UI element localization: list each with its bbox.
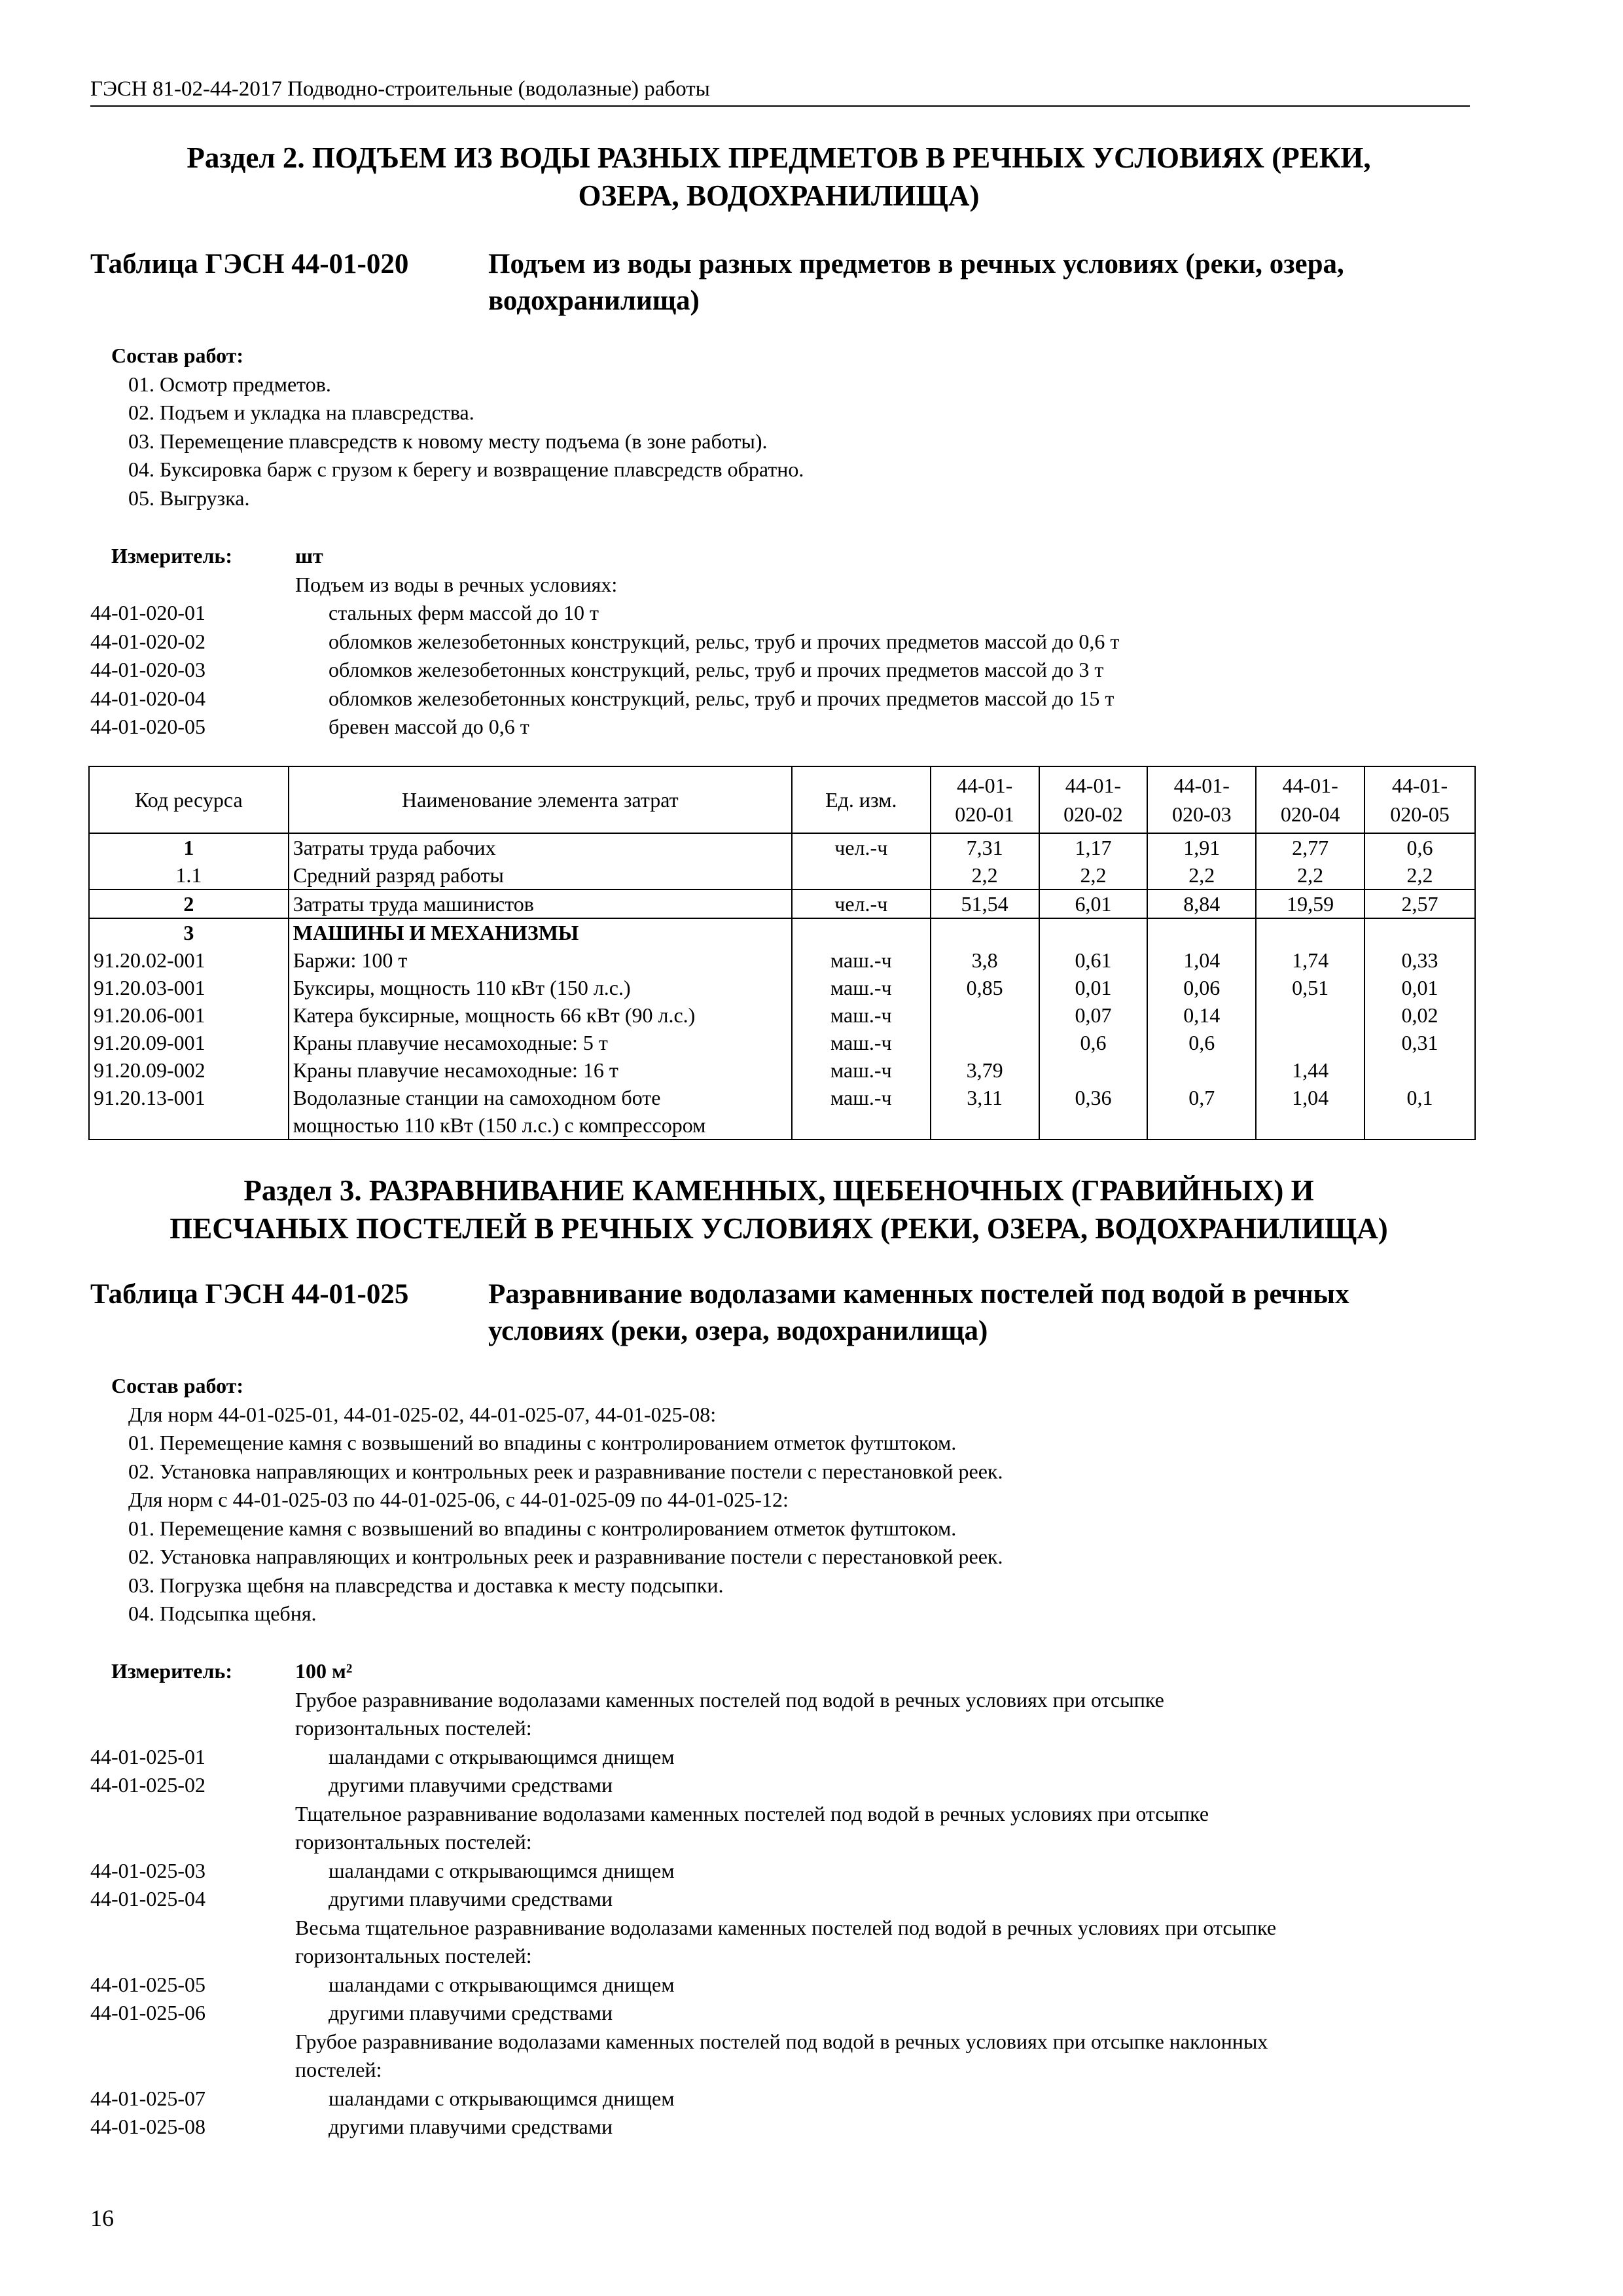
cell-code: 2 bbox=[89, 889, 289, 918]
cell-unit: маш.-ч bbox=[792, 1029, 931, 1056]
norm-line bbox=[90, 2113, 1504, 2142]
cell-value: 2,2 bbox=[1364, 861, 1475, 889]
col-header-code: Код ресурса bbox=[89, 766, 289, 833]
norm-code: 44-01-020-04 bbox=[90, 686, 205, 710]
cell-name: Краны плавучие несамоходные: 5 т bbox=[289, 1029, 792, 1056]
norm-code: 44-01-020-03 bbox=[90, 658, 205, 681]
cell-value: 0,07 bbox=[1039, 1001, 1148, 1029]
table-row bbox=[89, 1029, 1475, 1056]
norm-text: другими плавучими средствами bbox=[329, 2001, 613, 2024]
works-025-item: 04. Подсыпка щебня. bbox=[128, 1602, 317, 1625]
cell-value: 0,36 bbox=[1039, 1084, 1148, 1139]
cell-value: 2,2 bbox=[931, 861, 1039, 889]
cell-value: 0,6 bbox=[1364, 833, 1475, 861]
norm-code: 44-01-025-04 bbox=[90, 1887, 205, 1910]
norm-text: шаландами с открывающимся днищем bbox=[329, 1744, 675, 1768]
works-020-item: 02. Подъем и укладка на плавсредства. bbox=[128, 401, 474, 424]
table-header-row bbox=[89, 766, 1475, 833]
cell-value: 0,02 bbox=[1364, 1001, 1475, 1029]
table-020-title bbox=[90, 246, 1478, 319]
col-header-norm bbox=[1147, 766, 1256, 833]
norm-code: 44-01-025-05 bbox=[90, 1972, 205, 1996]
works-025-item: 01. Перемещение камня с возвышений во впадины с контролированием отметок футштоком. bbox=[128, 1431, 957, 1454]
works-025-item: 01. Перемещение камня с возвышений во впадины с контролированием отметок футштоком. bbox=[128, 1516, 957, 1540]
works-020-label: Состав работ: bbox=[111, 344, 244, 367]
cell-code: 91.20.09-001 bbox=[89, 1029, 289, 1056]
col-header-line: 44-01- bbox=[956, 774, 1013, 797]
measure-020 bbox=[90, 542, 1504, 742]
measure-020-unit: шт bbox=[295, 544, 323, 567]
norm-line bbox=[90, 1885, 1504, 1914]
cell-value: 8,84 bbox=[1147, 889, 1256, 918]
norm-code: 44-01-020-01 bbox=[90, 601, 205, 624]
table-row bbox=[89, 1084, 1475, 1139]
cell-value bbox=[931, 1029, 1039, 1056]
works-025-item: 02. Установка направляющих и контрольных реек и разравнивание постели с перестановкой реек. bbox=[128, 1545, 1003, 1568]
norm-code: 44-01-025-08 bbox=[90, 2115, 205, 2138]
cell-value: 0,1 bbox=[1364, 1084, 1475, 1139]
section-3-title-line2: ПЕСЧАНЫХ ПОСТЕЛЕЙ В РЕЧНЫХ УСЛОВИЯХ (РЕКИ, ОЗЕРА, ВОДОХРАНИЛИЩА) bbox=[169, 1212, 1388, 1245]
running-header: ГЭСН 81-02-44-2017 Подводно-строительные (водолазные) работы bbox=[90, 77, 1470, 107]
cell-value: 19,59 bbox=[1256, 889, 1364, 918]
cell-name: Краны плавучие несамоходные: 16 т bbox=[289, 1056, 792, 1084]
cell-value: 1,91 bbox=[1147, 833, 1256, 861]
cell-code: 3 bbox=[89, 918, 289, 946]
cell-value: 0,51 bbox=[1256, 974, 1364, 1001]
norm-code: 44-01-025-02 bbox=[90, 1773, 205, 1797]
cell-value: 1,17 bbox=[1039, 833, 1148, 861]
col-header-line: 44-01- bbox=[1282, 774, 1338, 797]
norm-text: горизонтальных постелей: bbox=[295, 1830, 532, 1854]
norm-code: 44-01-020-02 bbox=[90, 629, 205, 653]
norm-code: 44-01-025-07 bbox=[90, 2086, 205, 2110]
norm-line bbox=[90, 1800, 1504, 1829]
cell-value bbox=[1364, 1056, 1475, 1084]
norm-text: шаландами с открывающимся днищем bbox=[329, 1972, 675, 1996]
cell-value: 1,44 bbox=[1256, 1056, 1364, 1084]
norm-text: шаландами с открывающимся днищем bbox=[329, 2086, 675, 2110]
norm-line bbox=[90, 2028, 1504, 2056]
cell-value: 0,7 bbox=[1147, 1084, 1256, 1139]
table-row bbox=[89, 946, 1475, 974]
cell-value: 0,01 bbox=[1364, 974, 1475, 1001]
norm-text: постелей: bbox=[295, 2058, 382, 2081]
cell-name: Катера буксирные, мощность 66 кВт (90 л.с.) bbox=[289, 1001, 792, 1029]
table-row bbox=[89, 1056, 1475, 1084]
resource-table bbox=[88, 766, 1476, 1140]
cell-code: 1.1 bbox=[89, 861, 289, 889]
measure-020-label: Измеритель: bbox=[111, 544, 232, 567]
norm-row bbox=[90, 656, 1504, 685]
cell-value: 3,8 bbox=[931, 946, 1039, 974]
section-2-title-line2: ОЗЕРА, ВОДОХРАНИЛИЩА) bbox=[578, 179, 980, 212]
cell-unit: чел.-ч bbox=[792, 833, 931, 861]
cell-value: 0,33 bbox=[1364, 946, 1475, 974]
cell-value: 2,57 bbox=[1364, 889, 1475, 918]
col-header-line: 020-03 bbox=[1171, 802, 1232, 826]
table-row bbox=[89, 974, 1475, 1001]
cell-code: 91.20.03-001 bbox=[89, 974, 289, 1001]
cell-name: Буксиры, мощность 110 кВт (150 л.с.) bbox=[289, 974, 792, 1001]
norm-text: обломков железобетонных конструкций, рельс, труб и прочих предметов массой до 0,6 т bbox=[329, 629, 1120, 653]
norm-line bbox=[90, 1686, 1504, 1715]
cell-value bbox=[931, 1001, 1039, 1029]
cell-unit: маш.-ч bbox=[792, 946, 931, 974]
norm-line bbox=[90, 2085, 1504, 2113]
norm-line bbox=[90, 1828, 1504, 1857]
cell-value bbox=[1039, 1056, 1148, 1084]
cell-name: Затраты труда рабочих bbox=[289, 833, 792, 861]
works-020 bbox=[90, 342, 1504, 512]
norm-line bbox=[90, 2056, 1504, 2085]
cell-value: 6,01 bbox=[1039, 889, 1148, 918]
col-header-line: 020-04 bbox=[1280, 802, 1340, 826]
norm-text: другими плавучими средствами bbox=[329, 1773, 613, 1797]
col-header-name: Наименование элемента затрат bbox=[289, 766, 792, 833]
measure-025 bbox=[90, 1657, 1504, 2142]
norm-code: 44-01-025-03 bbox=[90, 1858, 205, 1882]
works-025-item: Для норм с 44-01-025-03 по 44-01-025-06, с 44-01-025-09 по 44-01-025-12: bbox=[128, 1488, 789, 1511]
norm-text: стальных ферм массой до 10 т bbox=[329, 601, 599, 624]
table-025-name: Разравнивание водолазами каменных постелей под водой в речных условиях (реки, озера, водохранилища) bbox=[488, 1279, 1349, 1346]
table-row bbox=[89, 833, 1475, 861]
works-020-item: 04. Буксировка барж с грузом к берегу и возвращение плавсредств обратно. bbox=[128, 457, 804, 481]
table-025-title bbox=[90, 1276, 1478, 1350]
cell-value bbox=[1147, 918, 1256, 946]
cell-value: 2,77 bbox=[1256, 833, 1364, 861]
cell-value: 0,61 bbox=[1039, 946, 1148, 974]
table-row bbox=[89, 889, 1475, 918]
cell-value bbox=[1039, 918, 1148, 946]
works-025-item: 03. Погрузка щебня на плавсредства и доставка к месту подсыпки. bbox=[128, 1573, 724, 1597]
measure-025-label: Измеритель: bbox=[111, 1659, 232, 1683]
norm-row bbox=[90, 713, 1504, 742]
col-header-line: 020-05 bbox=[1390, 802, 1450, 826]
norm-line bbox=[90, 1771, 1504, 1800]
norm-text: бревен массой до 0,6 т bbox=[329, 715, 529, 738]
works-025 bbox=[90, 1372, 1504, 1628]
table-020-code: Таблица ГЭСН 44-01-020 bbox=[90, 249, 409, 279]
norm-row bbox=[90, 599, 1504, 628]
col-header-line: 020-02 bbox=[1063, 802, 1123, 826]
section-3-title bbox=[79, 1172, 1479, 1247]
page-number: 16 bbox=[90, 2205, 114, 2231]
cell-value: 51,54 bbox=[931, 889, 1039, 918]
works-020-item: 03. Перемещение плавсредств к новому месту подъема (в зоне работы). bbox=[128, 429, 768, 453]
col-header-norm bbox=[1039, 766, 1148, 833]
norm-line bbox=[90, 1714, 1504, 1743]
col-header-line: 44-01- bbox=[1173, 774, 1230, 797]
cell-unit: чел.-ч bbox=[792, 889, 931, 918]
norm-text: Весьма тщательное разравнивание водолазами каменных постелей под водой в речных условиях при отсыпке bbox=[295, 1915, 1277, 1939]
norm-text: обломков железобетонных конструкций, рельс, труб и прочих предметов массой до 3 т bbox=[329, 658, 1104, 681]
section-2-title bbox=[79, 139, 1479, 215]
col-header-line: 44-01- bbox=[1065, 774, 1122, 797]
table-row bbox=[89, 1001, 1475, 1029]
cell-value: 0,01 bbox=[1039, 974, 1148, 1001]
cell-value: 0,6 bbox=[1147, 1029, 1256, 1056]
table-025-code: Таблица ГЭСН 44-01-025 bbox=[90, 1279, 409, 1310]
norm-text: Грубое разравнивание водолазами каменных постелей под водой в речных условиях при отсыпке наклонных bbox=[295, 2029, 1268, 2053]
norm-text: шаландами с открывающимся днищем bbox=[329, 1858, 675, 1882]
norm-text: Тщательное разравнивание водолазами каменных постелей под водой в речных условиях при отсыпке bbox=[295, 1801, 1209, 1825]
measure-025-unit: 100 м² bbox=[295, 1659, 353, 1683]
cell-code: 91.20.13-001 bbox=[89, 1084, 289, 1139]
section-2-title-line1: Раздел 2. ПОДЪЕМ ИЗ ВОДЫ РАЗНЫХ ПРЕДМЕТОВ В РЕЧНЫХ УСЛОВИЯХ (РЕКИ, bbox=[187, 141, 1371, 174]
cell-value: 0,85 bbox=[931, 974, 1039, 1001]
col-header-norm bbox=[1364, 766, 1475, 833]
cell-unit: маш.-ч bbox=[792, 974, 931, 1001]
cell-value: 0,31 bbox=[1364, 1029, 1475, 1056]
cell-unit: маш.-ч bbox=[792, 1084, 931, 1139]
cell-value: 1,74 bbox=[1256, 946, 1364, 974]
cell-code: 91.20.09-002 bbox=[89, 1056, 289, 1084]
table-020-name: Подъем из воды разных предметов в речных условиях (реки, озера, водохранилища) bbox=[488, 249, 1344, 316]
col-header-unit: Ед. изм. bbox=[792, 766, 931, 833]
norm-line bbox=[90, 1999, 1504, 2028]
col-header-line: 44-01- bbox=[1391, 774, 1448, 797]
norm-code: 44-01-025-06 bbox=[90, 2001, 205, 2024]
cell-value bbox=[1256, 1001, 1364, 1029]
cell-value: 0,6 bbox=[1039, 1029, 1148, 1056]
norm-line bbox=[90, 1914, 1504, 1943]
norm-code: 44-01-020-05 bbox=[90, 715, 205, 738]
table-row bbox=[89, 918, 1475, 946]
works-025-item: 02. Установка направляющих и контрольных реек и разравнивание постели с перестановкой реек. bbox=[128, 1459, 1003, 1483]
norm-line bbox=[90, 1857, 1504, 1886]
norm-text: горизонтальных постелей: bbox=[295, 1944, 532, 1967]
norm-text: обломков железобетонных конструкций, рельс, труб и прочих предметов массой до 15 т bbox=[329, 686, 1115, 710]
norm-line bbox=[90, 1743, 1504, 1772]
table-row bbox=[89, 861, 1475, 889]
cell-value bbox=[1364, 918, 1475, 946]
cell-name: МАШИНЫ И МЕХАНИЗМЫ bbox=[289, 918, 792, 946]
norm-text: Грубое разравнивание водолазами каменных постелей под водой в речных условиях при отсыпке bbox=[295, 1687, 1164, 1712]
cell-value: 0,14 bbox=[1147, 1001, 1256, 1029]
works-020-item: 05. Выгрузка. bbox=[128, 486, 250, 510]
measure-020-intro: Подъем из воды в речных условиях: bbox=[295, 572, 618, 596]
cell-value: 1,04 bbox=[1147, 946, 1256, 974]
cell-name-line: Водолазные станции на самоходном боте bbox=[293, 1086, 661, 1109]
cell-value: 2,2 bbox=[1147, 861, 1256, 889]
norm-text: горизонтальных постелей: bbox=[295, 1716, 532, 1740]
norm-row bbox=[90, 628, 1504, 656]
cell-name: Затраты труда машинистов bbox=[289, 889, 792, 918]
cell-value bbox=[1256, 918, 1364, 946]
cell-name: Средний разряд работы bbox=[289, 861, 792, 889]
norm-code: 44-01-025-01 bbox=[90, 1744, 205, 1768]
cell-code: 1 bbox=[89, 833, 289, 861]
cell-unit bbox=[792, 861, 931, 889]
cell-value bbox=[1147, 1056, 1256, 1084]
cell-value: 7,31 bbox=[931, 833, 1039, 861]
cell-value bbox=[931, 918, 1039, 946]
cell-value: 1,04 bbox=[1256, 1084, 1364, 1139]
cell-code: 91.20.06-001 bbox=[89, 1001, 289, 1029]
cell-code: 91.20.02-001 bbox=[89, 946, 289, 974]
cell-name bbox=[289, 1084, 792, 1139]
cell-value: 3,79 bbox=[931, 1056, 1039, 1084]
works-025-label: Состав работ: bbox=[111, 1374, 244, 1397]
cell-unit bbox=[792, 918, 931, 946]
norm-line bbox=[90, 1971, 1504, 2000]
works-025-item: Для норм 44-01-025-01, 44-01-025-02, 44-01-025-07, 44-01-025-08: bbox=[128, 1402, 717, 1426]
col-header-norm bbox=[931, 766, 1039, 833]
norm-text: другими плавучими средствами bbox=[329, 2115, 613, 2138]
cell-value: 0,06 bbox=[1147, 974, 1256, 1001]
cell-value: 2,2 bbox=[1039, 861, 1148, 889]
col-header-norm bbox=[1256, 766, 1364, 833]
norm-line bbox=[90, 1942, 1504, 1971]
works-020-item: 01. Осмотр предметов. bbox=[128, 372, 331, 396]
cell-value: 2,2 bbox=[1256, 861, 1364, 889]
norm-text: другими плавучими средствами bbox=[329, 1887, 613, 1910]
norm-row bbox=[90, 685, 1504, 713]
cell-value bbox=[1256, 1029, 1364, 1056]
col-header-line: 020-01 bbox=[955, 802, 1014, 826]
cell-name-line: мощностью 110 кВт (150 л.с.) с компрессором bbox=[293, 1113, 706, 1137]
cell-unit: маш.-ч bbox=[792, 1056, 931, 1084]
cell-value: 3,11 bbox=[931, 1084, 1039, 1139]
section-3-title-line1: Раздел 3. РАЗРАВНИВАНИЕ КАМЕННЫХ, ЩЕБЕНОЧНЫХ (ГРАВИЙНЫХ) И bbox=[243, 1174, 1314, 1207]
cell-unit: маш.-ч bbox=[792, 1001, 931, 1029]
cell-name: Баржи: 100 т bbox=[289, 946, 792, 974]
